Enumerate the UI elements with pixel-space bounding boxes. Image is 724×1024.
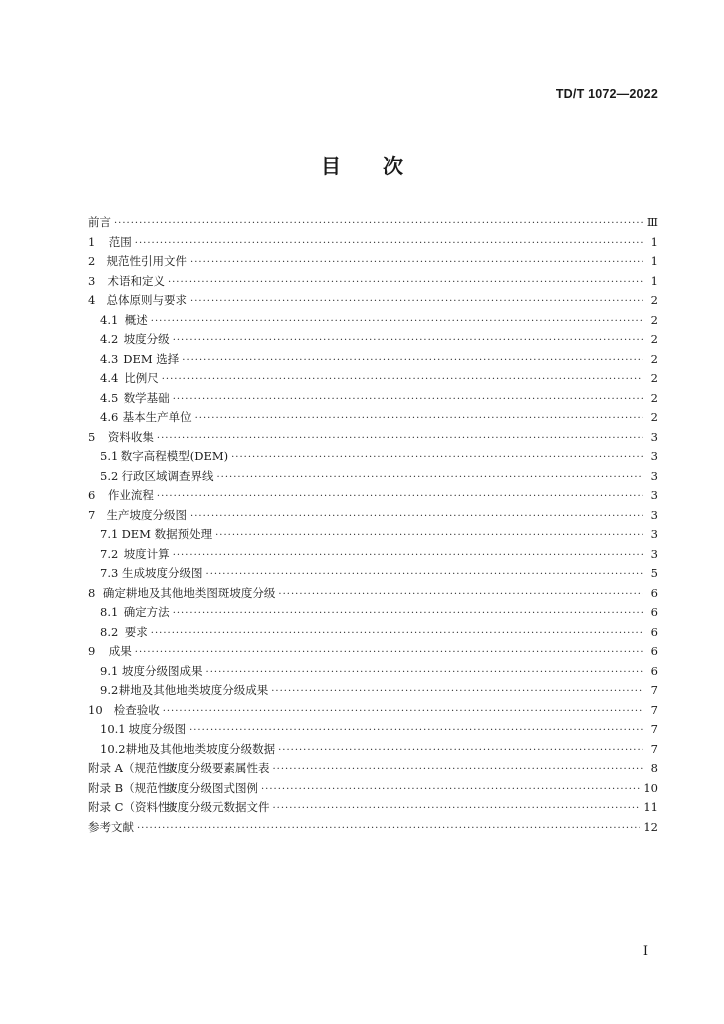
dot-leader — [190, 292, 643, 312]
toc-entry-page: 12 — [643, 819, 658, 834]
toc-entry[interactable] — [88, 818, 658, 838]
toc-entry-page: 7 — [650, 683, 658, 697]
dot-leader — [173, 546, 643, 566]
toc-entry[interactable] — [88, 233, 658, 253]
toc-entry[interactable] — [88, 681, 658, 701]
toc-entry[interactable] — [88, 603, 658, 623]
dot-leader — [190, 253, 643, 273]
toc-entry-number: 2 — [88, 254, 96, 268]
toc-entry[interactable] — [88, 467, 658, 487]
toc-entry-number: 9.1 — [100, 663, 119, 678]
toc-entry[interactable] — [88, 369, 658, 389]
toc-entry[interactable] — [88, 330, 658, 350]
toc-entry-page: 5 — [650, 566, 658, 580]
toc-entry-number: 8.2 — [100, 624, 119, 639]
toc-entry-label: 坡度分级 — [123, 332, 170, 346]
dot-leader — [135, 643, 643, 663]
dot-leader — [135, 234, 643, 254]
toc-entry-page: 6 — [650, 624, 658, 639]
toc-entry-number: 4.4 — [100, 371, 119, 385]
toc-entry-number: 1 — [88, 234, 96, 249]
toc-title-char-2: 次 — [383, 154, 403, 178]
toc-entry-number: 附录 A（规范性） — [88, 761, 181, 775]
toc-entry-label: 总体原则与要求 — [106, 293, 188, 307]
dot-leader — [173, 604, 643, 624]
toc-entry-label: 坡度分级图成果 — [122, 663, 203, 678]
toc-entry-page: 2 — [650, 390, 658, 405]
toc-entry-number: 附录 C（资料性） — [88, 800, 181, 814]
toc-entry-label: 概述 — [124, 312, 148, 327]
toc-entry-label: 规范性引用文件 — [106, 254, 188, 268]
dot-leader — [189, 721, 643, 741]
toc-entry-page: 6 — [650, 644, 658, 658]
toc-entry-number: 8 — [88, 585, 96, 600]
toc-entry[interactable] — [88, 389, 658, 409]
toc-entry-page: 8 — [650, 761, 658, 775]
toc-entry-page: 11 — [643, 800, 658, 814]
dot-leader — [215, 526, 643, 546]
toc-entry-label: 坡度分级要素属性表 — [166, 761, 270, 775]
toc-entry-number: 4.1 — [100, 312, 119, 327]
toc-entry[interactable] — [88, 486, 658, 506]
toc-entry[interactable] — [88, 408, 658, 428]
toc-entry-number: 4.2 — [100, 332, 119, 346]
toc-entry-label: 范围 — [108, 234, 132, 249]
toc-entry[interactable] — [88, 311, 658, 331]
toc-entry[interactable] — [88, 506, 658, 526]
toc-entry-page: 3 — [650, 429, 658, 444]
toc-entry-label: 坡度分级图式图例 — [166, 780, 258, 795]
toc-entry[interactable] — [88, 545, 658, 565]
toc-entry[interactable] — [88, 428, 658, 448]
toc-entry[interactable] — [88, 584, 658, 604]
dot-leader — [163, 702, 643, 722]
toc-entry-page: 3 — [650, 546, 658, 561]
toc-entry-page: 2 — [650, 351, 658, 366]
toc-entry-number: 4.5 — [100, 390, 119, 405]
toc-entry[interactable] — [88, 740, 658, 760]
dot-leader — [231, 448, 643, 468]
toc-entry-label: DEM 数据预处理 — [121, 527, 213, 541]
toc-entry-label: 坡度分级图 — [128, 722, 187, 736]
dot-leader — [273, 799, 641, 819]
toc-entry[interactable] — [88, 272, 658, 292]
toc-entry-page: 2 — [650, 371, 658, 385]
dot-leader — [137, 819, 640, 839]
toc-entry-page: 6 — [650, 663, 658, 678]
toc-entry-page: 3 — [650, 468, 658, 483]
dot-leader — [206, 663, 643, 683]
toc-entry-label: 比例尺 — [124, 371, 159, 385]
standard-code: TD/T 1072—2022 — [555, 87, 658, 101]
dot-leader — [278, 741, 643, 761]
toc-entry-page: 3 — [650, 488, 658, 502]
toc-entry-page: 2 — [650, 312, 658, 327]
toc-entry-number: 5.2 — [100, 468, 119, 483]
dot-leader — [157, 429, 643, 449]
toc-entry-page: 6 — [650, 605, 658, 619]
toc-entry-page: 2 — [650, 293, 658, 307]
dot-leader — [151, 624, 643, 644]
toc-entry-label: 检查验收 — [113, 702, 160, 717]
toc-entry-page: 7 — [650, 741, 658, 756]
toc-entry-number: 5 — [88, 429, 96, 444]
toc-entry[interactable] — [88, 350, 658, 370]
toc-entry[interactable] — [88, 291, 658, 311]
dot-leader — [114, 214, 643, 234]
dot-leader — [271, 682, 643, 702]
toc-list — [88, 213, 658, 837]
toc-entry-label: 坡度分级元数据文件 — [166, 800, 270, 814]
dot-leader — [151, 312, 643, 332]
toc-entry-label: 行政区域调查界线 — [121, 468, 214, 483]
toc-entry-number: 4 — [88, 293, 96, 307]
toc-entry-label: 生产坡度分级图 — [106, 507, 188, 522]
dot-leader — [157, 487, 643, 507]
toc-entry-number: 10.2 — [100, 741, 126, 756]
toc-entry[interactable] — [88, 252, 658, 272]
toc-entry-number: 10.1 — [100, 722, 126, 736]
toc-entry-page: Ⅲ — [646, 215, 658, 229]
toc-entry[interactable] — [88, 447, 658, 467]
dot-leader — [173, 390, 643, 410]
toc-entry-label: 作业流程 — [107, 488, 154, 502]
toc-entry-page: 1 — [650, 234, 658, 249]
dot-leader — [206, 565, 643, 585]
dot-leader — [162, 370, 643, 390]
toc-entry[interactable] — [88, 701, 658, 721]
toc-entry-number: 7.1 — [100, 527, 119, 541]
toc-entry-page: 7 — [650, 702, 658, 717]
toc-entry-number: 10 — [88, 702, 103, 717]
toc-entry[interactable] — [88, 798, 658, 818]
toc-entry[interactable] — [88, 564, 658, 584]
dot-leader — [173, 331, 643, 351]
toc-entry-number: 附录 B（规范性） — [88, 780, 181, 795]
toc-entry-number: 9.2 — [100, 683, 119, 697]
dot-leader — [261, 780, 640, 800]
toc-entry-label: 耕地及其他地类坡度分级数据 — [125, 741, 276, 756]
toc-entry-number: 7 — [88, 507, 96, 522]
toc-entry[interactable] — [88, 662, 658, 682]
toc-entry-label: 数字高程模型(DEM) — [120, 449, 229, 463]
toc-title-char-1: 目 — [321, 154, 341, 178]
toc-entry-label: 前言 — [88, 215, 111, 229]
dot-leader — [195, 409, 643, 429]
toc-entry-page: 1 — [650, 254, 658, 268]
dot-leader — [182, 351, 643, 371]
dot-leader — [216, 468, 643, 488]
toc-entry-label: 耕地及其他地类坡度分级成果 — [118, 683, 269, 697]
toc-entry-page: 2 — [650, 410, 658, 424]
dot-leader — [168, 273, 643, 293]
toc-entry-label: 生成坡度分级图 — [122, 566, 203, 580]
toc-entry-page: 3 — [650, 507, 658, 522]
toc-entry-label: 基本生产单位 — [122, 410, 192, 424]
toc-entry-label: 参考文献 — [88, 819, 134, 834]
toc-entry[interactable] — [88, 720, 658, 740]
toc-entry-page: 10 — [643, 780, 658, 795]
toc-entry-label: 成果 — [108, 644, 132, 658]
toc-entry-label: DEM 选择 — [123, 351, 180, 366]
toc-entry-number: 7.3 — [100, 566, 119, 580]
toc-title — [0, 150, 724, 179]
toc-entry-label: 坡度计算 — [123, 546, 170, 561]
toc-entry[interactable] — [88, 759, 658, 779]
toc-entry-number: 9 — [88, 644, 96, 658]
toc-entry-page: 6 — [650, 585, 658, 600]
toc-entry-label: 要求 — [124, 624, 148, 639]
toc-entry-number: 6 — [88, 488, 96, 502]
toc-entry-number: 5.1 — [100, 449, 119, 463]
toc-entry-number: 8.1 — [100, 605, 119, 619]
page-number: I — [642, 944, 648, 959]
toc-entry-label: 确定耕地及其他地类图斑坡度分级 — [102, 585, 276, 600]
toc-entry-label: 数学基础 — [123, 390, 170, 405]
toc-entry[interactable] — [88, 525, 658, 545]
toc-entry-number: 4.3 — [100, 351, 119, 366]
toc-entry[interactable] — [88, 642, 658, 662]
toc-entry-page: 3 — [650, 449, 658, 463]
dot-leader — [278, 585, 643, 605]
toc-entry-label: 资料收集 — [107, 429, 154, 444]
toc-entry-label: 确定方法 — [123, 605, 170, 619]
dot-leader — [273, 760, 644, 780]
toc-entry-page: 1 — [650, 273, 658, 288]
toc-entry-page: 3 — [650, 527, 658, 541]
toc-entry-number: 3 — [88, 273, 96, 288]
toc-entry-number: 7.2 — [100, 546, 119, 561]
dot-leader — [190, 507, 643, 527]
toc-entry[interactable] — [88, 779, 658, 799]
toc-entry[interactable] — [88, 213, 658, 233]
toc-entry-label: 术语和定义 — [107, 273, 165, 288]
toc-entry-page: 2 — [650, 332, 658, 346]
toc-entry[interactable] — [88, 623, 658, 643]
toc-entry-page: 7 — [650, 722, 658, 736]
toc-entry-number: 4.6 — [100, 410, 119, 424]
